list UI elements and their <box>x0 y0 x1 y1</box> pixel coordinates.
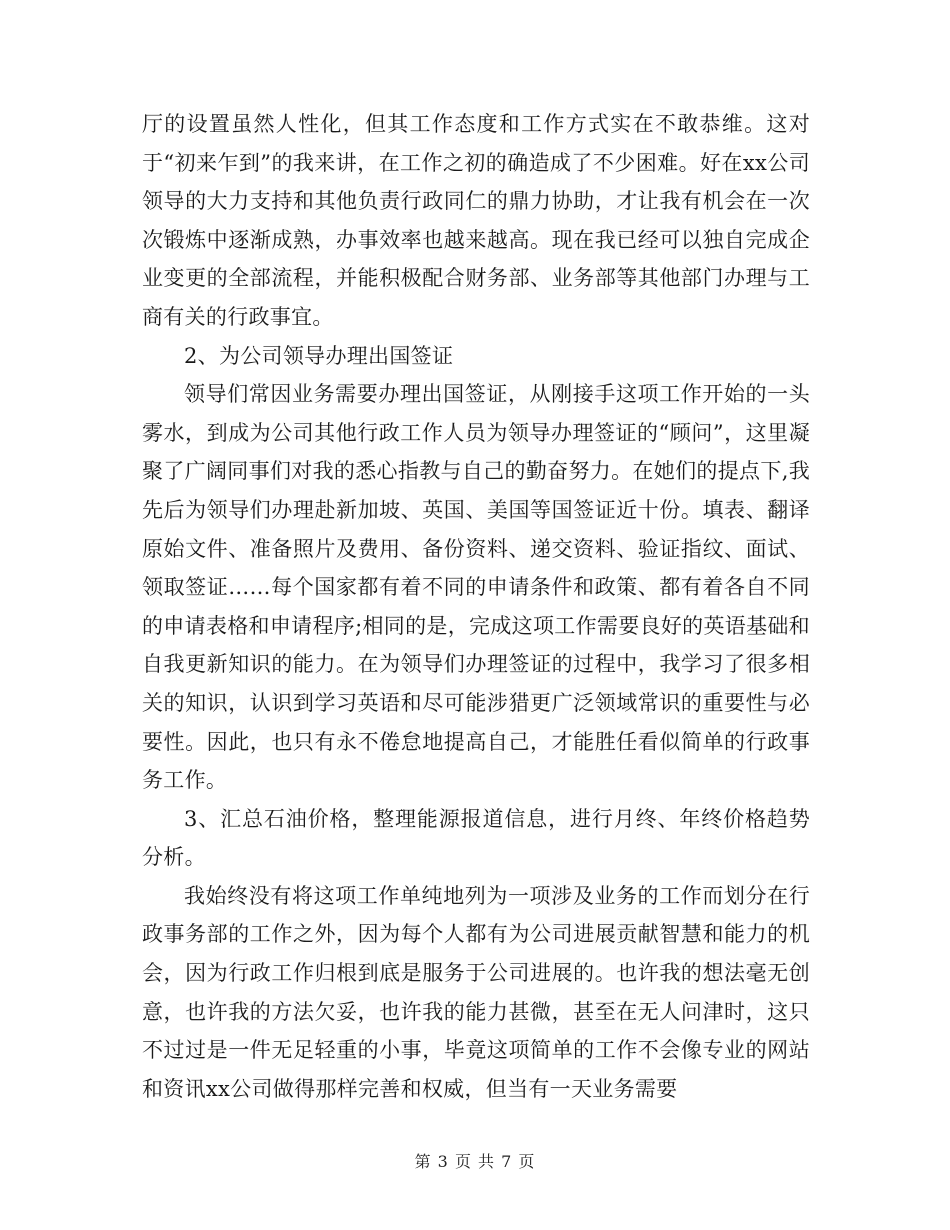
page-number-footer: 第 3 页 共 7 页 <box>414 1152 536 1171</box>
paragraph-oil-price: 我始终没有将这项工作单纯地列为一项涉及业务的工作而划分在行政事务部的工作之外，因为每个人都有为公司进展贡献智慧和能力的机会，因为行政工作归根到底是服务于公司进展的。也许我的想法毫无创意，也许我的方法欠妥，也许我的能力甚微，甚至在无人问津时，这只不过过是一件无足轻重的小事，毕竟这项简单的工作不会像专业的网站和资讯xx公司做得那样完善和权威，但当有一天业务需要 <box>142 883 810 1101</box>
section-heading-visa: 2、为公司领导办理出国签证 <box>184 343 454 368</box>
paragraph-continued: 厅的设置虽然人性化，但其工作态度和工作方式实在不敢恭维。这对于“初来乍到”的我来讲，在工作之初的确造成了不少困难。好在xx公司领导的大力支持和其他负责行政同仁的鼎力协助，才让我有机会在一次次锻炼中逐渐成熟，办事效率也越来越高。现在我已经可以独自完成企业变更的全部流程，并能积极配合财务部、业务部等其他部门办理与工商有关的行政事宜。 <box>142 112 810 329</box>
paragraph-visa: 领导们常因业务需要办理出国签证，从刚接手这项工作开始的一头雾水，到成为公司其他行政工作人员为领导办理签证的“顾问”，这里凝聚了广阔同事们对我的悉心指教与自己的勤奋努力。在她们的提点下,我先后为领导们办理赴新加坡、英国、美国等国签证近十份。填表、翻译原始文件、准备照片及费用、备份资料、递交资料、验证指纹、面试、领取签证……每个国家都有着不同的申请条件和政策、都有着各自不同的申请表格和申请程序;相同的是，完成这项工作需要良好的英语基础和自我更新知识的能力。在为领导们办理签证的过程中，我学习了很多相关的知识，认识到学习英语和尽可能涉猎更广泛领域常识的重要性与必要性。因此，也只有永不倦怠地提高自己，才能胜任看似简单的行政事务工作。 <box>142 382 810 793</box>
body-text <box>142 105 810 1108</box>
section-heading-oil-price: 3、汇总石油价格，整理能源报道信息，进行月终、年终价格趋势分析。 <box>142 806 810 870</box>
